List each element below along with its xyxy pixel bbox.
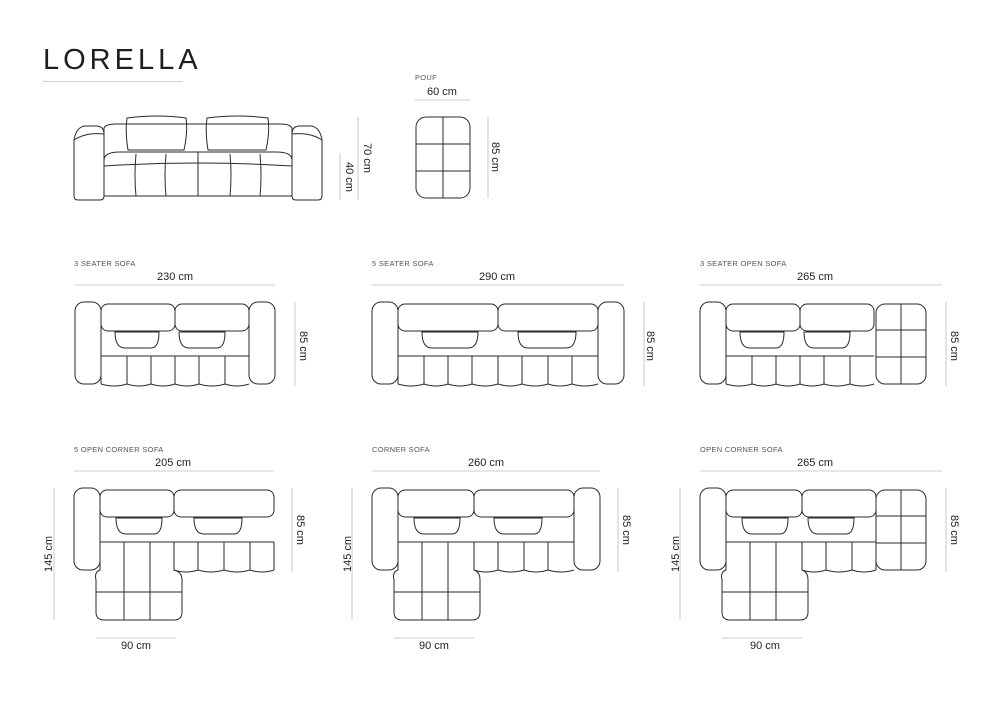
pouf-drawing — [415, 100, 488, 198]
plan-5-seater — [372, 285, 644, 386]
variant-width-3-seater-open: 265 cm — [797, 271, 834, 283]
variant-chaise-width-corner: 90 cm — [419, 640, 449, 652]
variant-depth-5-seater: 85 cm — [644, 331, 656, 361]
plan-corner — [352, 471, 618, 638]
variant-width-5-seater: 290 cm — [479, 271, 516, 283]
variant-chaise-width-open-corner: 90 cm — [750, 640, 780, 652]
variant-title-3-seater: 3 SEATER SOFA — [74, 259, 136, 268]
pouf-title: POUF — [415, 73, 438, 82]
variant-width-open-corner: 265 cm — [797, 457, 834, 469]
variant-depth-5-open-corner: 85 cm — [294, 515, 306, 545]
plan-5-open-corner — [54, 471, 292, 638]
variant-width-5-open-corner: 205 cm — [155, 457, 192, 469]
variant-chaise-width-5-open-corner: 90 cm — [121, 640, 151, 652]
pouf-width: 60 cm — [427, 86, 457, 98]
plan-3-seater-open — [700, 285, 946, 386]
variant-depth-3-seater-open: 85 cm — [948, 331, 960, 361]
variant-total-depth-corner: 145 cm — [342, 535, 354, 572]
brand-title: LORELLA — [43, 44, 202, 76]
variant-title-corner: CORNER SOFA — [372, 445, 430, 454]
variant-title-open-corner: OPEN CORNER SOFA — [700, 445, 783, 454]
variant-depth-3-seater: 85 cm — [297, 331, 309, 361]
pouf-depth: 85 cm — [489, 142, 501, 172]
variant-total-depth-5-open-corner: 145 cm — [43, 535, 55, 572]
front-view-drawing — [74, 116, 358, 200]
variant-depth-corner: 85 cm — [620, 515, 632, 545]
front-height-seat: 40 cm — [343, 162, 355, 192]
variant-title-5-open-corner: 5 OPEN CORNER SOFA — [74, 445, 164, 454]
variant-depth-open-corner: 85 cm — [948, 515, 960, 545]
variant-total-depth-open-corner: 145 cm — [670, 535, 682, 572]
plan-3-seater — [75, 285, 295, 386]
variant-title-3-seater-open: 3 SEATER OPEN SOFA — [700, 259, 787, 268]
front-height-total: 70 cm — [361, 143, 373, 173]
variant-width-3-seater: 230 cm — [157, 271, 194, 283]
variant-width-corner: 260 cm — [468, 457, 505, 469]
plan-open-corner — [680, 471, 946, 638]
variant-title-5-seater: 5 SEATER SOFA — [372, 259, 434, 268]
